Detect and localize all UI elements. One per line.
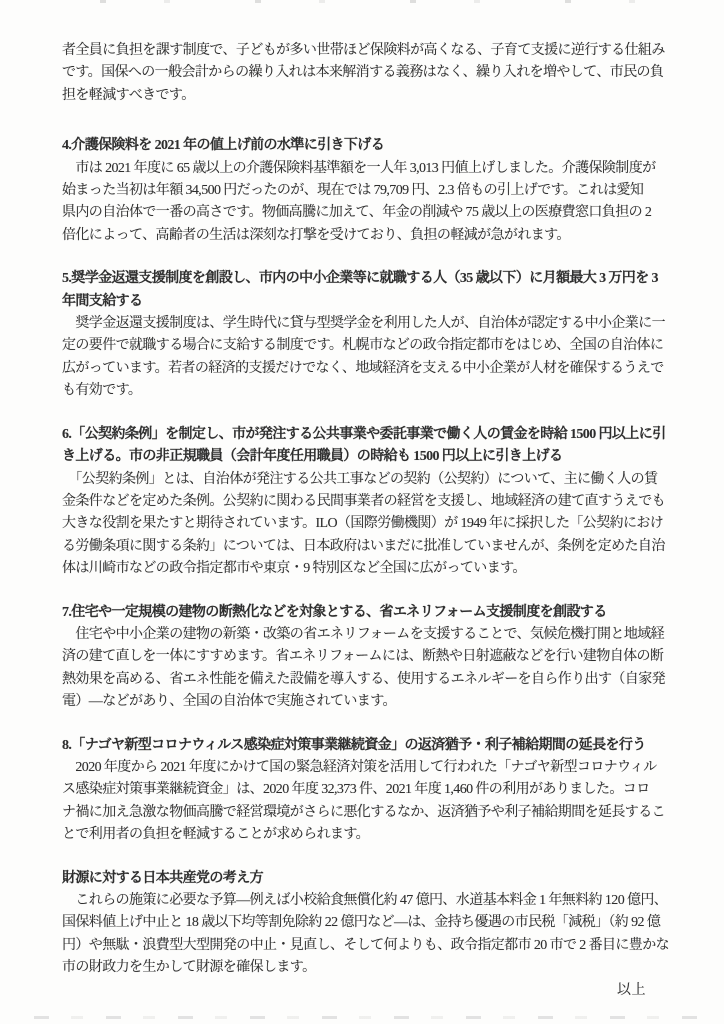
document-section bbox=[62, 268, 666, 402]
paragraph-line: も有効です。 bbox=[62, 383, 142, 399]
section-heading-line: 5.奨学金返還支援制度を創設し、市内の中小企業等に就職する人（35 歳以下）に月額最大 3 万円を 3 bbox=[62, 271, 658, 287]
scan-artifact-top bbox=[100, 0, 712, 3]
paragraph-line: 2020 年度から 2021 年度にかけて国の緊急経済対策を活用して行われた「ナゴヤ新型コロナウィル bbox=[62, 759, 657, 775]
document-section bbox=[62, 868, 669, 980]
paragraph-line: 担を軽減すべきです。 bbox=[62, 87, 195, 103]
paragraph-line: これらの施策に必要な予算―例えば小校給食無償化約 47 億円、水道基本料金 1 年無料約 120 億円、 bbox=[62, 893, 668, 908]
paragraph-line: る労働条項に関する条約」については、日本政府はいまだに批准していませんが、条例を定めた自治 bbox=[62, 538, 665, 554]
paragraph-line: 電）―などがあり、全国の自治体で実施されています。 bbox=[62, 694, 396, 710]
paragraph-line: 体は川崎市などの政令指定都市や東京・9 特別区など全国に広がっています。 bbox=[62, 561, 526, 577]
section-heading-line: 6.「公契約条例」を制定し、市が発注する公共事業や委託事業で働く人の賃金を時給 1500 円以上に引 bbox=[62, 426, 666, 442]
paragraph-line: 円）や無駄・浪費型大型開発の中止・見直し、そして何よりも、政令指定都市 20 市で 2 番目に豊かな bbox=[62, 937, 669, 953]
closing-label: 以上 bbox=[617, 982, 646, 998]
paragraph-line: 市の財政力を生かして財源を確保します。 bbox=[62, 960, 316, 976]
paragraph-line: ナ禍に加え急激な物価高騰で経営環境がさらに悪化するなか、返済猶予や利子補給期間を延長するこ bbox=[62, 804, 665, 820]
section-heading-line: 年間支給する bbox=[62, 293, 143, 309]
paragraph-line: 住宅や中小企業の建物の新築・改築の省エネリフォームを支援することで、気候危機打開と地域経 bbox=[62, 626, 665, 642]
document-section bbox=[62, 602, 666, 714]
document-section bbox=[62, 135, 666, 247]
paragraph-line: 倍化によって、高齢者の生活は深刻な打撃を受けており、負担の軽減が急がれます。 bbox=[62, 227, 570, 243]
scan-artifact-bottom bbox=[34, 1016, 706, 1019]
document-paragraph bbox=[62, 40, 666, 107]
paragraph-line: です。国保への一般会計からの繰り入れは本来解消する義務はなく、繰り入れを増やして、市民の負 bbox=[62, 65, 664, 81]
paragraph-line: 済の建て直しを一体にすすめます。省エネリフォームには、断熱や日射遮蔽などを行い建物自体の断 bbox=[62, 649, 664, 665]
paragraph-line: 者全員に負担を課す制度で、子どもが多い世帯ほど保険料が高くなる、子育て支援に逆行する仕組み bbox=[62, 43, 665, 58]
paragraph-line: ス感染症対策事業継続資金」は、2020 年度 32,373 件、2021 年度 1,460 件の利用がありました。コロ bbox=[62, 782, 650, 798]
paragraph-line: 広がっています。若者の経済的支援だけでなく、地域経済を支える中小企業が人材を確保するうえで bbox=[62, 360, 664, 376]
document-body bbox=[62, 40, 669, 1002]
section-heading-line: 7.住宅や一定規模の建物の断熱化などを対象とする、省エネリフォーム支援制度を創設する bbox=[62, 604, 607, 620]
paragraph-line: とで利用者の負担を軽減することが求められます。 bbox=[62, 827, 370, 843]
section-heading-line: き上げる。市の非正規職員（会計年度任用職員）の時給も 1500 円以上に引き上げる bbox=[62, 449, 563, 465]
section-heading-line: 財源に対する日本共産党の考え方 bbox=[62, 870, 263, 886]
paragraph-line: 県内の自治体で一番の高さです。物価高騰に加えて、年金の削減や 75 歳以上の医療費窓口負担の 2 bbox=[62, 205, 652, 221]
section-heading-line: 4.介護保険料を 2021 年の値上げ前の水準に引き下げる bbox=[62, 138, 385, 154]
document-section bbox=[62, 424, 666, 581]
paragraph-line: 市は 2021 年度に 65 歳以上の介護保険料基準額を一人年 3,013 円値上げしました。介護保険制度が bbox=[62, 160, 656, 176]
paragraph-line: 熱効果を高める、省エネ性能を備えた設備を導入する、使用するエネルギーを自ら作り出す（自家発 bbox=[62, 671, 665, 687]
paragraph-line: 定の要件で就職する場合に支給する制度です。札幌市などの政令指定都市をはじめ、全国の自治体に bbox=[62, 338, 664, 354]
section-heading-line: 8.「ナゴヤ新型コロナウィルス感染症対策事業継続資金」の返済猶予・利子補給期間の延長を行う bbox=[62, 737, 646, 753]
paragraph-line: 奨学金返還支援制度は、学生時代に貸与型奨学金を利用した人が、自治体が認定する中小企業に一 bbox=[62, 316, 665, 332]
paragraph-line: 大きな役割を果たすと期待されています。ILO（国際労働機関）が 1949 年に採択した「公契約におけ bbox=[62, 516, 664, 532]
paragraph-line: 金条件などを定めた条例。公契約に関わる民間事業者の経営を支援し、地域経済の建て直すうえでも bbox=[62, 493, 665, 509]
document-section bbox=[62, 735, 666, 847]
paragraph-line: 「公契約条例」とは、自治体が発注する公共工事などの契約（公契約）について、主に働く人の賃 bbox=[62, 471, 658, 487]
paragraph-line: 国保料値上げ中止と 18 歳以下均等割免除約 22 億円など―は、金持ち優遇の市民税「減税」（約 92 億 bbox=[62, 915, 661, 931]
paragraph-line: 始まった当初は年額 34,500 円だったのが、現在では 79,709 円、2.3 倍もの引上げです。これは愛知 bbox=[62, 183, 644, 199]
